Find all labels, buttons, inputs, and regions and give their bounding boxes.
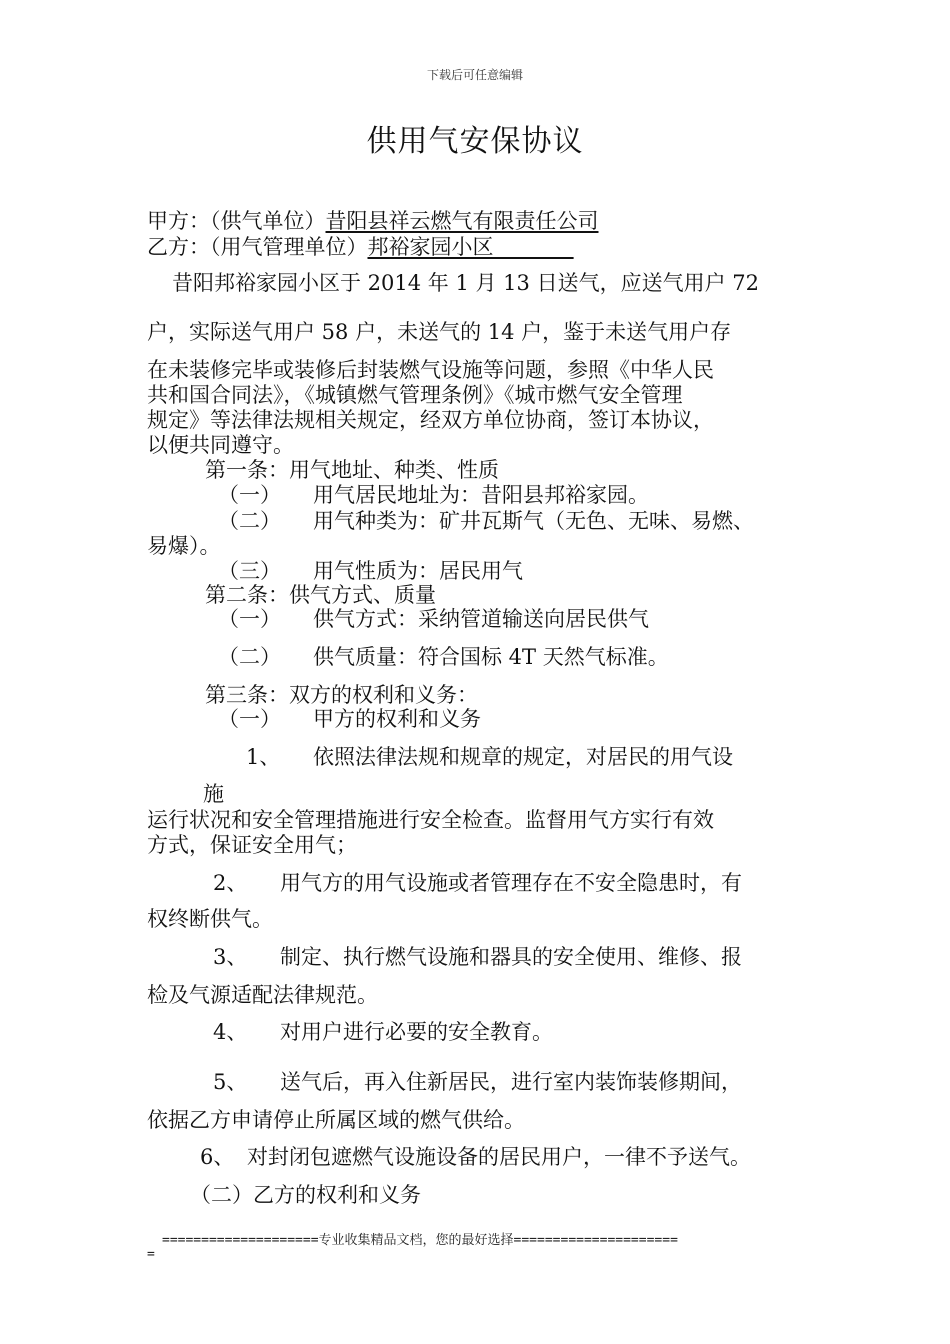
item-text: 用气居民地址为：昔阳县邦裕家园。 [313,483,649,507]
clause-text: 施 [203,782,224,806]
sub-heading: （二）乙方的权利和义务 [190,1183,421,1207]
clause-text: 运行状况和安全管理措施进行安全检查。监督用气方实行有效 [147,808,714,832]
item-text-cont: 易爆）。 [147,534,221,558]
clause-text: 检及气源适配法律规范。 [147,983,378,1007]
header-note: 下载后可任意编辑 [426,68,523,82]
intro-line: 昔阳邦裕家园小区于 2014 年 1 月 13 日送气，应送气用户 72 [172,271,759,295]
intro-line: 以便共同遵守。 [147,433,294,457]
item-text: 供气方式：采纳管道输送向居民供气 [313,607,649,631]
clause-text: 依照法律法规和规章的规定，对居民的用气设 [313,745,733,769]
item-number: （一） [218,607,281,631]
clause-number: 4、 [213,1020,248,1044]
item-number: （二） [218,509,281,533]
article-2-heading: 第二条：供气方式、质量 [205,583,436,607]
clause-number: 3、 [213,945,248,969]
intro-line: 在未装修完毕或装修后封装燃气设施等问题，参照《中华人民 [147,358,714,382]
item-number: （三） [218,559,281,583]
footer-line: ====================专业收集精品文档，您的最好选择===================== [162,1233,678,1248]
clause-number: 2、 [213,871,248,895]
clause-text: 用气方的用气设施或者管理存在不安全隐患时，有 [280,871,742,895]
clause-number: 6、 [200,1145,235,1169]
clause-text: 对用户进行必要的安全教育。 [280,1020,553,1044]
item-text: 用气性质为：居民用气 [313,559,523,583]
party-b-blank [494,235,574,259]
clause-text: 制定、执行燃气设施和器具的安全使用、维修、报 [280,945,742,969]
clause-text: 对封闭包遮燃气设施设备的居民用户，一律不予送气。 [247,1145,751,1169]
item-number: （一） [218,483,281,507]
article-3-heading: 第三条：双方的权利和义务： [205,683,478,707]
item-text: 供气质量：符合国标 4T 天然气标准。 [313,645,669,669]
clause-text: 依据乙方申请停止所属区域的燃气供给。 [147,1108,525,1132]
item-number: （二） [218,645,281,669]
article-1-heading: 第一条：用气地址、种类、性质 [205,458,499,482]
party-a-label: 甲方：（供气单位） [147,209,326,233]
intro-line: 户，实际送气用户 58 户，未送气的 14 户，鉴于未送气用户存 [147,320,732,344]
item-text: 用气种类为：矿井瓦斯气（无色、无味、易燃、 [313,509,754,533]
item-number: （一） [218,707,281,731]
clause-text: 送气后，再入住新居民，进行室内装饰装修期间， [280,1070,742,1094]
clause-text: 权终断供气。 [147,907,273,931]
footer-line: = [147,1247,155,1262]
clause-number: 5、 [213,1070,248,1094]
party-b [147,235,574,259]
party-a-value: 昔阳县祥云燃气有限责任公司 [325,209,599,233]
clause-number: 1、 [246,745,281,769]
item-text: 甲方的权利和义务 [313,707,481,731]
clause-text: 方式，保证安全用气； [147,833,357,857]
document-title: 供用气安保协议 [366,124,584,159]
party-a [147,209,599,233]
intro-line: 共和国合同法》，《城镇燃气管理条例》《城市燃气安全管理 [147,383,683,407]
party-b-value: 邦裕家园小区 [367,235,494,259]
intro-line: 规定》等法律法规相关规定，经双方单位协商，签订本协议， [147,408,714,432]
party-b-label: 乙方：（用气管理单位） [147,235,368,259]
